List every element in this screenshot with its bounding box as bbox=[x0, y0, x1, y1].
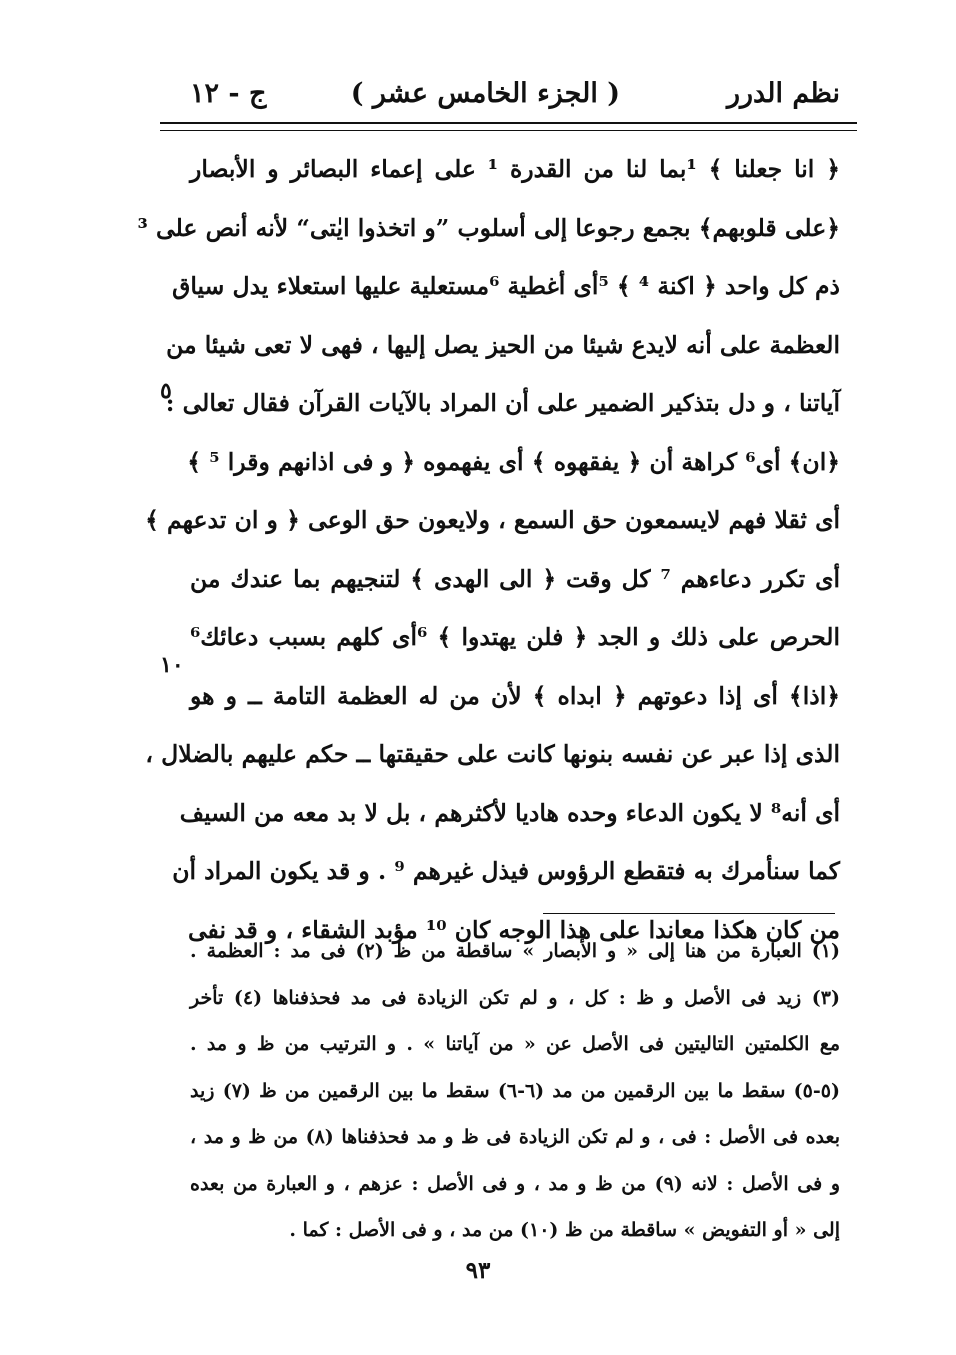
footnote-line: (٥-٥) سقط ما بين الرقمين من مد (٦-٦) سقط ما بين الرقمين من ظ (٧) زيد bbox=[190, 1079, 840, 1102]
footnote-line: (١) العبارة من هنا إلى « و الأبصار » ساقطة من ظ (٢) فى مد : العظمة . bbox=[190, 940, 840, 962]
text-line: أى أنه⁸ لا يكون الدعاء وحده هاديا لأكثرهم ، بل لا بد معه من السيف bbox=[179, 798, 840, 827]
header-rule-thick bbox=[160, 122, 857, 124]
book-title: نظم الدرر bbox=[726, 78, 840, 109]
text-line: كما سنأمرك به فتقطع الرؤوس فيذل غيرهم ⁹ . و قد يكون المراد أن bbox=[172, 857, 840, 885]
footnote-line: (٣) زيد فى الأصل و ظ : كل ، و لم تكن الزيادة فى مد فحذفناها (٤) تأخر bbox=[190, 986, 840, 1009]
text-line: ذم كل واحد ﴿ اكنة ⁴ ﴾ ⁵أى أغطية ⁶مستعلية عليها استعلاء يدل سياق bbox=[172, 272, 840, 300]
page-number: ٩٣ bbox=[465, 1257, 491, 1284]
part-label: ( الجزء الخامس عشر ) bbox=[350, 78, 620, 109]
text-line: آياتنا ، و دل بتذكير الضمير على أن المراد بالآيات القرآن فقال تعالى : bbox=[165, 389, 840, 417]
text-line: من كان هكذا معاندا على هذا الوجه كان ¹⁰ مؤبد الشقاء ، و قد نفى bbox=[187, 915, 840, 944]
line-number-10: ١٠ bbox=[160, 652, 184, 678]
footnote-line: مع الكلمتين التاليتين فى الأصل عن « من آياتنا » . و الترتيب من ظ و مد . bbox=[190, 1033, 840, 1055]
text-line: ﴿اذا﴾ أى إذا دعوتهم ﴿ ابداه ﴾ لأن من له العظمة التامة ــ و هو bbox=[190, 681, 840, 710]
text-line: أى ثقلا فهم لايسمعون حق السمع ، ولايعون حق الوعى ﴿ و ان تدعهم ﴾ bbox=[145, 506, 840, 534]
text-line: الحرص على ذلك و الجد ﴿ فلن يهتدوا ﴾ ⁶أى كلهم بسبب دعائك⁶ bbox=[190, 623, 840, 651]
text-line: ﴿على قلوبهم﴾ بجمع رجوعا إلى أسلوب ”و اتخذوا ايٰتى“ لأنه أنص على ³ bbox=[137, 213, 840, 242]
footnote-separator bbox=[543, 913, 835, 914]
text-line: الذى إذا عبر عن نفسه بنونها كانت على حقيقتها ــ حكم عليهم بالضلال ، bbox=[145, 740, 840, 768]
page-reference: ج - ١٢ bbox=[190, 78, 267, 109]
footnote-line: و فى الأصل : لانه (٩) من ظ و مد ، و فى الأصل : عزهم ، و العبارة من بعده bbox=[190, 1172, 840, 1195]
footnote-line: بعده فى الأصل : فى ، و لم تكن الزيادة فى ظ و مد فحذفناها (٨) من ظ و مد ، bbox=[190, 1126, 840, 1148]
text-line: أى تكرر دعاءهم ⁷ كل وقت ﴿ الى الهدى ﴾ لتنجيهم بما عندك من bbox=[190, 564, 840, 593]
text-line: ﴿ان﴾ أى⁶ كراهة أن ﴿ يفقهوه ﴾ أى يفهموه ﴿ و فى اذانهم وقرا ⁵ ﴾ bbox=[187, 447, 840, 476]
text-line: العظمة على أنه لايدع شيئا من الحيز يصل إليها ، فهى لا تعى شيئا من bbox=[166, 330, 840, 359]
running-header bbox=[160, 72, 840, 118]
footnote-line: إلى « أو التفويض » ساقطة من ظ (١٠) من مد ، و فى الأصل : كما . bbox=[289, 1219, 840, 1241]
footnotes bbox=[190, 928, 840, 1254]
header-rule-thin bbox=[160, 130, 857, 131]
text-line: ﴿ انا جعلنا ﴾ ¹بما لنا من القدرة ¹ على إعماء البصائر و الأبصار bbox=[190, 155, 840, 183]
line-number-5: ٥ bbox=[160, 378, 172, 404]
